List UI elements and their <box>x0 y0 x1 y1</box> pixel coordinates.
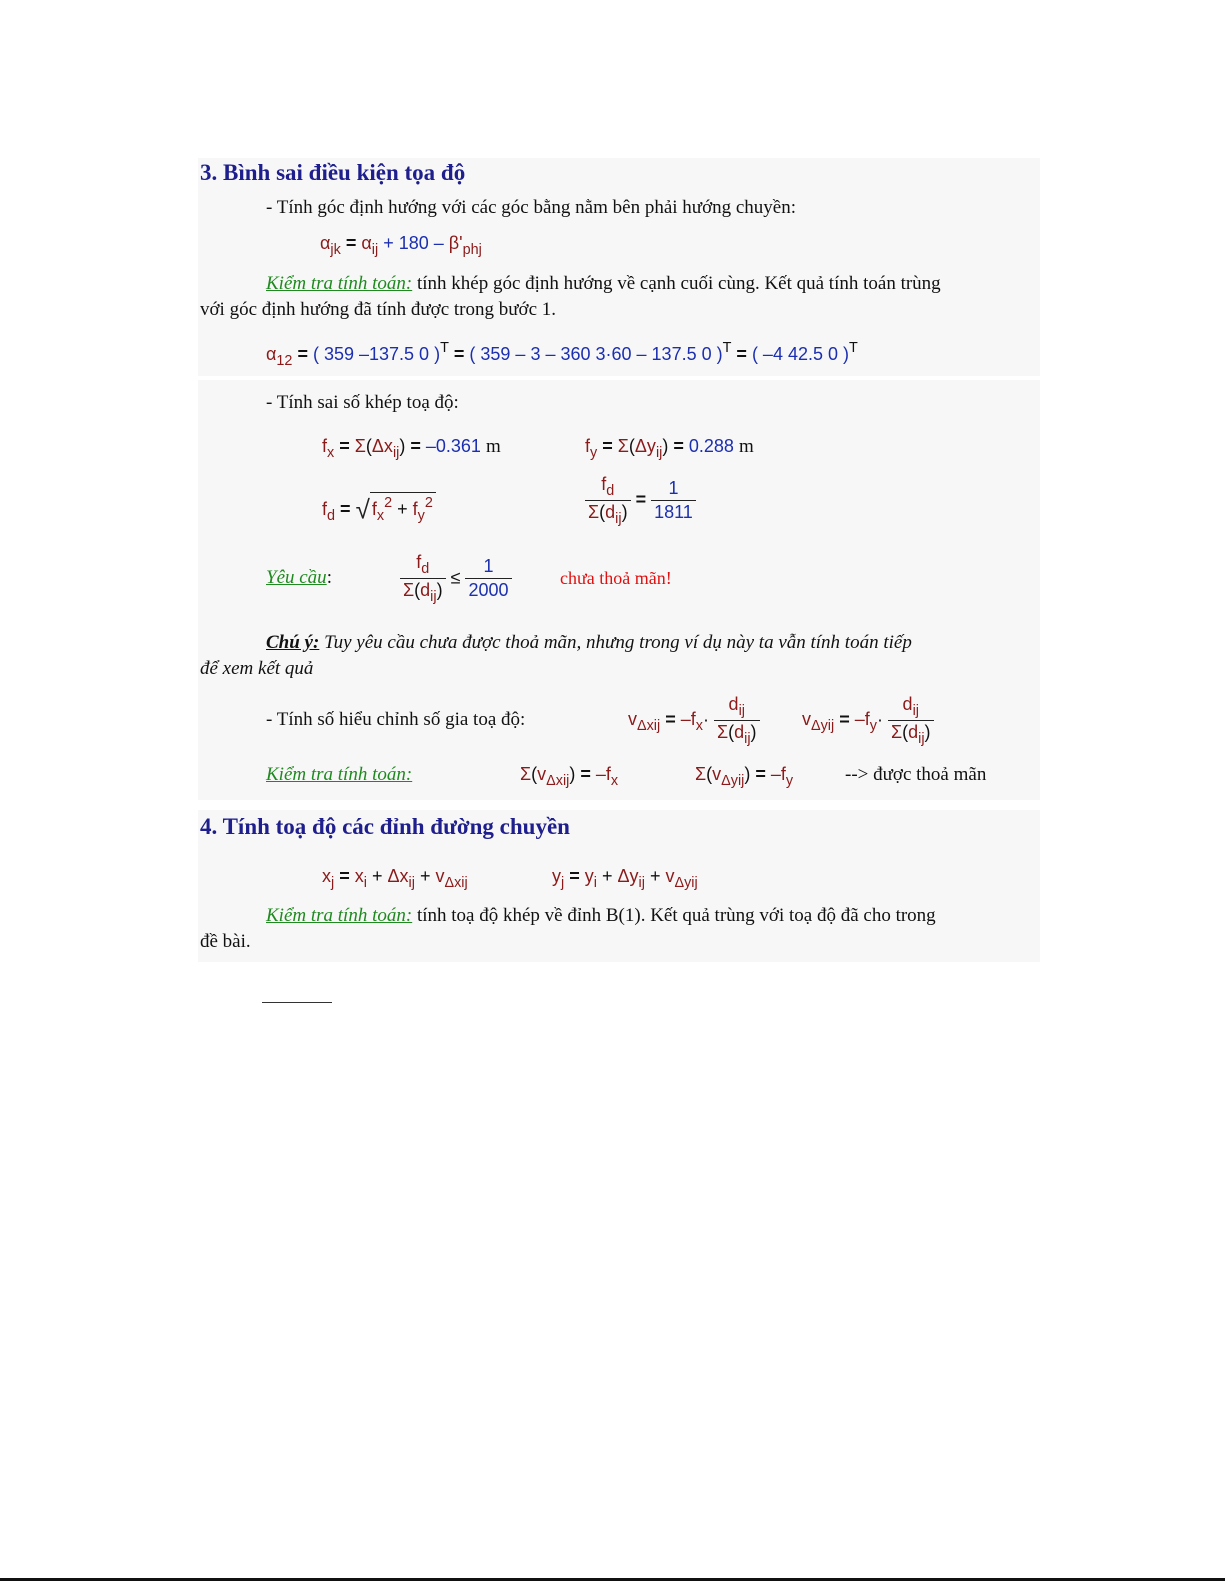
formula-fd: $f_d$ = √ $f_x^2 + f_y^2$ <box>322 492 436 526</box>
formula-sum-vy: $\Sigma(v_{\Delta yij}) = -f_y$ <box>695 764 794 790</box>
not-satisfied-note: chưa thoả mãn! <box>560 568 672 588</box>
check2-label: Kiểm tra tính toán: <box>266 764 413 785</box>
page-bottom-rule <box>0 1578 1225 1581</box>
step-closure-text: - Tính sai số khép toạ độ: <box>266 392 459 413</box>
formula-sum-vx: $\Sigma(v_{\Delta xij}) = -f_x$ <box>520 764 619 790</box>
check-azimuth-line2: với góc định hướng đã tính được trong bước 1. <box>200 299 557 320</box>
formula-azimuth: $\alpha_{jk} = \alpha_{ij} + 180 - \beta'_{phj}$ <box>320 233 482 259</box>
formula-requirement: $\frac{f_d}{\Sigma(d_{ij})}$ ≤ $\frac{1}{2000}$ <box>400 552 512 605</box>
satisfied-note: --> được thoả mãn <box>845 764 987 785</box>
step-correction-text: - Tính số hiểu chỉnh số gia toạ độ: <box>266 709 526 730</box>
formula-xj: $x_j = x_i + \Delta x_{ij} + v_{\Delta xij}$ <box>322 866 468 892</box>
check-azimuth: Kiểm tra tính toán: tính khép góc định hướng về cạnh cuối cùng. Kết quả tính toán trùng <box>266 273 941 294</box>
formula-vx: $v_{\Delta xij} = -f_x\cdot$ $\frac{d_{ij}}{\Sigma(d_{ij})}$ <box>628 694 760 747</box>
formula-fy: $f_y = \Sigma(\Delta y_{ij}) = 0.288$ m <box>585 436 754 462</box>
check-coordinates: Kiểm tra tính toán: tính toạ độ khép về đỉnh B(1). Kết quả trùng với toạ độ đã cho trong <box>266 905 936 926</box>
formula-vy: $v_{\Delta yij} = -f_y\cdot$ $\frac{d_{ij}}{\Sigma(d_{ij})}$ <box>802 694 934 747</box>
formula-alpha12: $\alpha_{12}$ = ( 359 –137.5 0 )$^T$ = ( 359 – 3 – 360 3·60 – 137.5 0 )$^T$ = ( –4 42.5 0 )$^T$ <box>266 340 858 369</box>
check-coordinates-line2: đề bài. <box>200 931 251 952</box>
step-azimuth-text: - Tính góc định hướng với các góc bằng nằm bên phải hướng chuyền: <box>266 197 797 218</box>
formula-fx: $f_x = \Sigma(\Delta x_{ij}) = -0.361$ m <box>322 436 501 462</box>
section4-heading: 4. Tính toạ độ các đỉnh đường chuyền <box>200 814 570 839</box>
check-label: Kiểm tra tính toán: <box>266 273 413 294</box>
footnote-rule <box>262 1002 332 1003</box>
requirement-label-line: Yêu cầu: <box>266 567 332 588</box>
note-line1: Chú ý: Tuy yêu cầu chưa được thoả mãn, nhưng trong ví dụ này ta vẫn tính toán tiếp <box>266 632 912 653</box>
note-line2: để xem kết quả <box>200 658 314 679</box>
section3-heading: 3. Bình sai điều kiện tọa độ <box>200 160 466 185</box>
formula-ratio: $\frac{f_d}{\Sigma(d_{ij})}$ = $\frac{1}{1811}$ <box>585 474 696 527</box>
formula-yj: $y_j = y_i + \Delta y_{ij} + v_{\Delta yij}$ <box>552 866 698 892</box>
